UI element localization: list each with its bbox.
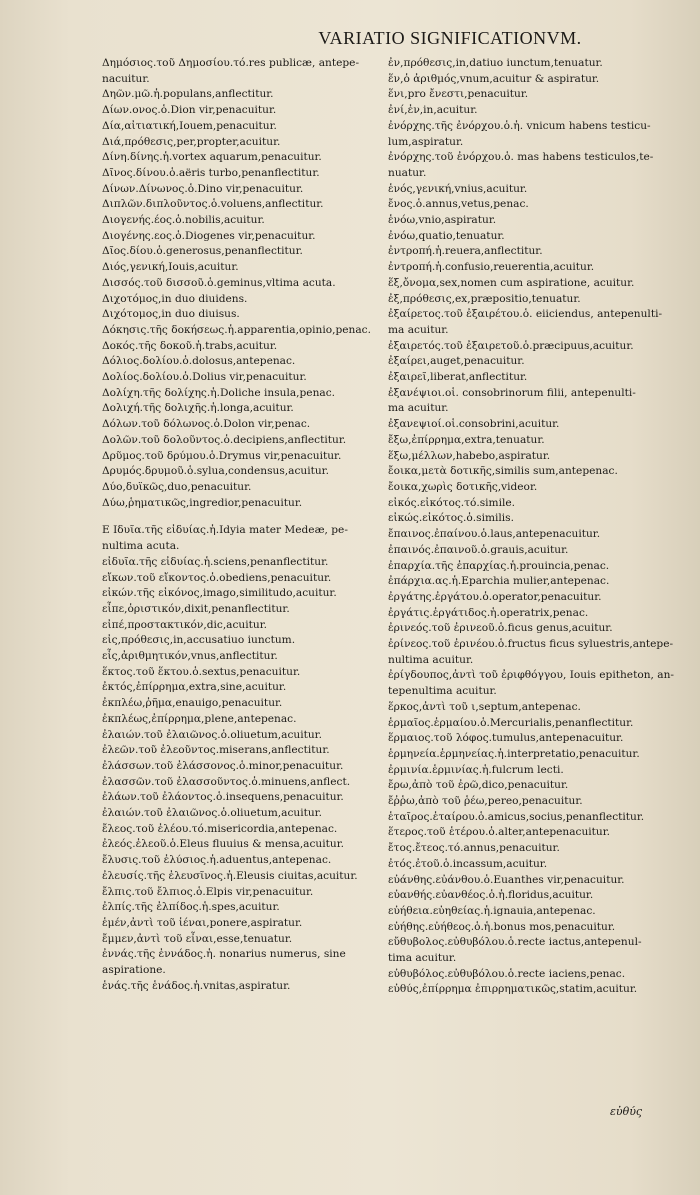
dictionary-entry: εἰκός.εἰκότος.τό.simile. bbox=[388, 496, 516, 509]
dictionary-entry: ἔλπις.τοῦ ἔλπιος.ὁ.Elpis vir,penacuitur. bbox=[102, 885, 314, 898]
dictionary-entry: εἰπέ,προστακτικόν,dic,acuitur. bbox=[102, 618, 267, 631]
dictionary-entry: ἑνός,γενική,vnius,acuitur. bbox=[388, 182, 528, 195]
dictionary-entry: εὐθύς,ἐπίρρημα ἐπιρρηματικῶς,statim,acuitur. bbox=[388, 983, 638, 996]
dictionary-entry: ἐλασσῶν.τοῦ ἐλασσοῦντος.ὁ.minuens,anflect. bbox=[102, 775, 351, 788]
dictionary-entry: nacuitur. bbox=[102, 72, 150, 85]
dictionary-entry: lum,aspiratur. bbox=[388, 135, 464, 148]
dictionary-entry: εἰς,πρόθεσις,in,accusatiuo iunctum. bbox=[102, 634, 296, 647]
dictionary-entry: ἐκπλέως,ἐπίρρημα,plene,antepenac. bbox=[102, 712, 297, 725]
dictionary-entry: ἐξαίρει,auget,penacuitur. bbox=[388, 355, 525, 368]
dictionary-entry: ἐρίγδουπος,ἀντὶ τοῦ ἐριφθόγγου, Iouis epitheton, an- bbox=[388, 669, 674, 682]
dictionary-entry: Διογενής.έος.ὁ.nobilis,acuitur. bbox=[102, 214, 265, 227]
dictionary-entry: εὐάνθης.εὐάνθου.ὁ.Euanthes vir,penacuitur. bbox=[388, 873, 625, 886]
dictionary-entry: Δολίχη.τῆς δολίχης.ἡ.Doliche insula,penac. bbox=[102, 386, 336, 399]
dictionary-entry: Δρυμός.δρυμοῦ.ὁ.sylua,condensus,acuitur. bbox=[102, 465, 329, 478]
running-header: VARIATIO SIGNIFICATIONVM. bbox=[318, 28, 582, 48]
dictionary-entry: ἐννάς.τῆς ἐννάδος.ἡ. nonarius numerus, sine bbox=[102, 948, 346, 961]
dictionary-entry: Δῖνος.δίνου.ὁ.aëris turbo,penanflectitur. bbox=[102, 166, 320, 179]
dictionary-entry: ἕξω,μέλλων,habebo,aspiratur. bbox=[388, 449, 551, 462]
dictionary-entry: ἐπαινός.ἐπαινοῦ.ὁ.grauis,acuitur. bbox=[388, 543, 569, 556]
left-entries-d bbox=[102, 56, 372, 511]
dictionary-entry: nultima acuitur. bbox=[388, 653, 474, 666]
dictionary-entry: ἐρινεός.τοῦ ἐρινεοῦ.ὁ.ficus genus,acuitur. bbox=[388, 622, 613, 635]
dictionary-entry: ἐξαιρετός.τοῦ ἐξαιρετοῦ.ὁ.præcipuus,acuitur. bbox=[388, 339, 634, 352]
left-column bbox=[102, 56, 372, 994]
dictionary-entry: ἔλυσις.τοῦ ἐλύσιος.ἡ.aduentus,antepenac. bbox=[102, 854, 332, 867]
left-entries-e bbox=[102, 523, 372, 994]
dictionary-entry: ἐξαιρεῖ,liberat,anflectitur. bbox=[388, 371, 528, 384]
dictionary-entry: ἔῤῥω,ἀπὸ τοῦ ῥέω,pereo,penacuitur. bbox=[388, 795, 583, 808]
dictionary-entry: ἐλαιών.τοῦ ἐλαιῶνος.ὁ.oliuetum,acuitur. bbox=[102, 807, 322, 820]
dictionary-entry: Δόλιος.δολίου.ὁ.dolosus,antepenac. bbox=[102, 355, 296, 368]
dictionary-entry: Δολίος.δολίου.ὁ.Dolius vir,penacuitur. bbox=[102, 371, 307, 384]
dictionary-entry: ἐλάσσων.τοῦ ἐλάσσονος.ὁ.minor,penacuitur. bbox=[102, 759, 344, 772]
dictionary-entry: Δύο,δυϊκῶς,duo,penacuitur. bbox=[102, 480, 252, 493]
dictionary-entry: ἑρμαῖος.ἑρμαίου.ὁ.Mercurialis,penanflectitur. bbox=[388, 716, 634, 729]
dictionary-entry: εἷς,ἀριθμητικόν,vnus,anflectitur. bbox=[102, 650, 278, 663]
dictionary-entry: ἐνί,ἐν,in,acuitur. bbox=[388, 104, 478, 117]
dictionary-entry: Δολῶν.τοῦ δολοῦντος.ὁ.decipiens,anflectitur. bbox=[102, 433, 347, 446]
dictionary-entry: ἐνόω,quatio,tenuatur. bbox=[388, 229, 505, 242]
dictionary-entry: ma acuitur. bbox=[388, 402, 449, 415]
dictionary-entry: ἔπαινος.ἐπαίνου.ὁ.laus,antepenacuitur. bbox=[388, 528, 601, 541]
dictionary-entry: ἐτός.ἐτοῦ.ὁ.incassum,acuitur. bbox=[388, 857, 548, 870]
dictionary-entry: ἕνι,pro ἔνεστι,penacuitur. bbox=[388, 88, 529, 101]
dictionary-entry: ἐρίνεος.τοῦ ἐρινέου.ὁ.fructus ficus syluestris,antepe- bbox=[388, 638, 674, 651]
dictionary-entry: Διογένης.εος.ὁ.Diogenes vir,penacuitur. bbox=[102, 229, 316, 242]
dictionary-entry: Δίων.ονος.ὁ.Dion vir,penacuitur. bbox=[102, 104, 277, 117]
dictionary-entry: ἐξ,πρόθεσις,ex,præpositio,tenuatur. bbox=[388, 292, 581, 305]
dictionary-entry: εὐήθεια.εὐηθείας.ἡ.ignauia,antepenac. bbox=[388, 904, 596, 917]
dictionary-entry: εἰδυῖα.τῆς εἰδυίας.ἡ.sciens,penanflectitur. bbox=[102, 555, 329, 568]
dictionary-entry: ἐξανέψιοι.οἱ. consobrinorum filii, antepenulti- bbox=[388, 386, 636, 399]
dictionary-entry: ἐρμινία.ἑρμινίας.ἡ.fulcrum lecti. bbox=[388, 763, 564, 776]
dictionary-entry: εἶπε,ὁριστικόν,dixit,penanflectitur. bbox=[102, 602, 290, 615]
catchword: εὐθύς bbox=[610, 1105, 643, 1118]
dictionary-entry: ἐξαίρετος.τοῦ ἐξαιρέτου.ὁ. eiiciendus, antepenulti- bbox=[388, 308, 663, 321]
dictionary-entry: ἔοικα,μετὰ δοτικῆς,similis sum,antepenac. bbox=[388, 465, 618, 478]
dictionary-entry: Διπλῶν.διπλοῦντος.ὁ.voluens,anflectitur. bbox=[102, 198, 324, 211]
dictionary-entry: ἑμέν,ἀντὶ τοῦ ἱέναι,ponere,aspiratur. bbox=[102, 916, 303, 929]
dictionary-entry: ἕξ,ὄνομα,sex,nomen cum aspiratione, acuitur. bbox=[388, 276, 635, 289]
dictionary-entry: Δημόσιος.τοῦ Δημοσίου.τό.res publicæ, antepe- bbox=[102, 57, 360, 69]
right-column bbox=[388, 56, 674, 998]
dictionary-entry: ἐπαρχία.τῆς ἐπαρχίας.ἡ.prouincia,penac. bbox=[388, 559, 610, 572]
dictionary-entry: ἐνόρχης.τῆς ἐνόρχου.ὁ.ἡ. vnicum habens testicu- bbox=[388, 119, 651, 132]
dictionary-entry: Δίνη.δίνης.ἡ.vortex aquarum,penacuitur. bbox=[102, 151, 322, 164]
dictionary-entry: ἐξανεψιοί.οἱ.consobrini,acuitur. bbox=[388, 418, 560, 431]
dictionary-entry: ἔλεος.τοῦ ἐλέου.τό.misericordia,antepenac. bbox=[102, 822, 338, 835]
dictionary-entry: ἔμμεν,ἀντὶ τοῦ εἶναι,esse,tenuatur. bbox=[102, 932, 293, 945]
dictionary-entry: Ε Ιδυῖα.τῆς εἰδυίας.ἡ.Idyia mater Medeæ, pe- bbox=[102, 524, 348, 537]
dictionary-entry: Διχοτόμος,in duo diuidens. bbox=[102, 292, 248, 305]
dictionary-entry: ἕτερος.τοῦ ἑτέρου.ὁ.alter,antepenacuitur. bbox=[388, 826, 611, 839]
dictionary-entry: tima acuitur. bbox=[388, 952, 457, 965]
dictionary-entry: tepenultima acuitur. bbox=[388, 685, 497, 698]
dictionary-entry: Δηῶν.μῶ.ἡ.populans,anflectitur. bbox=[102, 88, 274, 101]
dictionary-entry: Δόλων.τοῦ δόλωνος.ὁ.Dolon vir,penac. bbox=[102, 418, 311, 431]
dictionary-entry: Δισσός.τοῦ δισσοῦ.ὁ.geminus,vltima acuta. bbox=[102, 276, 336, 289]
dictionary-entry: εἴκων.τοῦ εἴκοντος.ὁ.obediens,penacuitur. bbox=[102, 571, 332, 584]
section-break bbox=[102, 511, 372, 523]
dictionary-entry: Δοκός.τῆς δοκοῦ.ἡ.trabs,acuitur. bbox=[102, 339, 278, 352]
dictionary-entry: ἐλαιών.τοῦ ἐλαιῶνος.ὁ.oliuetum,acuitur. bbox=[102, 728, 322, 741]
dictionary-entry: ἕν,ὁ ἀριθμός,vnum,acuitur & aspiratur. bbox=[388, 72, 600, 85]
dictionary-entry: ἑταῖρος.ἑταίρου.ὁ.amicus,socius,penanflectitur. bbox=[388, 810, 645, 823]
dictionary-entry: ἔνος.ὁ.annus,vetus,penac. bbox=[388, 198, 529, 211]
dictionary-entry: Δία,αἰτιατική,Iouem,penacuitur. bbox=[102, 119, 277, 132]
dictionary-entry: ἐντροπή.ἡ.reuera,anflectitur. bbox=[388, 245, 543, 258]
dictionary-entry: ἐλευσίς.τῆς ἐλευσῖνος.ἡ.Eleusis ciuitas,acuitur. bbox=[102, 869, 358, 882]
dictionary-entry: εὔθυβολος.εὐθυβόλου.ὁ.recte iactus,antepenul- bbox=[388, 936, 642, 949]
dictionary-entry: ἕρκος,ἀντὶ τοῦ ι,septum,antepenac. bbox=[388, 700, 581, 713]
dictionary-entry: εἰκώς.εἰκότος.ὁ.similis. bbox=[388, 512, 514, 525]
dictionary-entry: aspiratione. bbox=[102, 964, 166, 977]
dictionary-entry: ἐργάτης.ἐργάτου.ὁ.operator,penacuitur. bbox=[388, 590, 602, 603]
dictionary-entry: nultima acuta. bbox=[102, 540, 180, 553]
dictionary-entry: ἔξω,ἐπίρρημα,extra,tenuatur. bbox=[388, 433, 545, 446]
dictionary-entry: Διός,γενική,Iouis,acuitur. bbox=[102, 261, 239, 274]
dictionary-entry: ἐκτός,ἐπίρρημα,extra,sine,acuitur. bbox=[102, 681, 287, 694]
dictionary-entry: ἕκτος.τοῦ ἕκτου.ὁ.sextus,penacuitur. bbox=[102, 665, 301, 678]
dictionary-entry: Διά,πρόθεσις,per,propter,acuitur. bbox=[102, 135, 281, 148]
dictionary-entry: ἐν,πρόθεσις,in,datiuo iunctum,tenuatur. bbox=[388, 57, 603, 69]
dictionary-entry: ἐλάων.τοῦ ἐλάοντος.ὁ.insequens,penacuitur. bbox=[102, 791, 344, 804]
dictionary-entry: ἔρω,ἀπὸ τοῦ ἐρῶ,dico,penacuitur. bbox=[388, 779, 569, 792]
dictionary-entry: εὐήθης.εὐήθεος.ὁ.ἡ.bonus mos,penacuitur. bbox=[388, 920, 616, 933]
dictionary-entry: ἕρμαιος.τοῦ λόφος.tumulus,antepenacuitur. bbox=[388, 732, 624, 745]
dictionary-entry: εἰκών.τῆς εἰκόνος,imago,similitudo,acuitur. bbox=[102, 587, 337, 600]
dictionary-entry: ἐλεῶν.τοῦ ἐλεοῦντος.miserans,anflectitur. bbox=[102, 744, 330, 757]
dictionary-entry: Δῖος.δίου.ὁ.generosus,penanflectitur. bbox=[102, 245, 303, 258]
dictionary-entry: ἑνάς.τῆς ἑνάδος.ἡ.vnitas,aspiratur. bbox=[102, 979, 291, 992]
dictionary-entry: ἔοικα,χωρὶς δοτικῆς,videor. bbox=[388, 480, 538, 493]
dictionary-entry: ἐπάρχια.ας.ἡ.Eparchia mulier,antepenac. bbox=[388, 575, 610, 588]
dictionary-entry: Δολιχή.τῆς δολιχῆς.ἡ.longa,acuitur. bbox=[102, 402, 294, 415]
dictionary-entry: ἐκπλέω,ῥῆμα,enauigo,penacuitur. bbox=[102, 697, 283, 710]
dictionary-entry: ἑνόω,vnio,aspiratur. bbox=[388, 214, 497, 227]
dictionary-entry: ἑρμηνεία.ἑρμηνείας.ἡ.interpretatio,penacuitur. bbox=[388, 747, 640, 760]
dictionary-entry: ma acuitur. bbox=[388, 323, 449, 336]
right-entries bbox=[388, 56, 674, 998]
dictionary-entry: ἐργάτις.ἐργάτιδος.ἡ.operatrix,penac. bbox=[388, 606, 589, 619]
dictionary-entry: ἔτος.ἔτεος.τό.annus,penacuitur. bbox=[388, 842, 560, 855]
dictionary-entry: ἐνόρχης.τοῦ ἐνόρχου.ὁ. mas habens testiculos,te- bbox=[388, 151, 654, 164]
dictionary-entry: nuatur. bbox=[388, 166, 427, 179]
dictionary-entry: Δίνων.Δίνωνος.ὁ.Dino vir,penacuitur. bbox=[102, 182, 304, 195]
dictionary-entry: εὐθυβόλος.εὐθυβόλου.ὁ.recte iaciens,penac. bbox=[388, 967, 626, 980]
dictionary-entry: Δύω,ῥηματικῶς,ingredior,penacuitur. bbox=[102, 496, 303, 509]
dictionary-entry: Δόκησις.τῆς δοκήσεως.ἡ.apparentia,opinio,penac. bbox=[102, 323, 371, 336]
dictionary-entry: ἐλεός.ἐλεοῦ.ὁ.Eleus fluuius & mensa,acuitur. bbox=[102, 838, 344, 851]
dictionary-entry: Διχότομος,in duo diuisus. bbox=[102, 308, 240, 321]
dictionary-entry: Δρῦμος.τοῦ δρύμου.ὁ.Drymus vir,penacuitur. bbox=[102, 449, 342, 462]
dictionary-entry: ἐντροπή.ἡ.confusio,reuerentia,acuitur. bbox=[388, 261, 595, 274]
dictionary-entry: ἐλπίς.τῆς ἐλπίδος.ἡ.spes,acuitur. bbox=[102, 901, 280, 914]
dictionary-entry: εὐανθής.εὐανθέος.ὁ.ἡ.floridus,acuitur. bbox=[388, 889, 594, 902]
